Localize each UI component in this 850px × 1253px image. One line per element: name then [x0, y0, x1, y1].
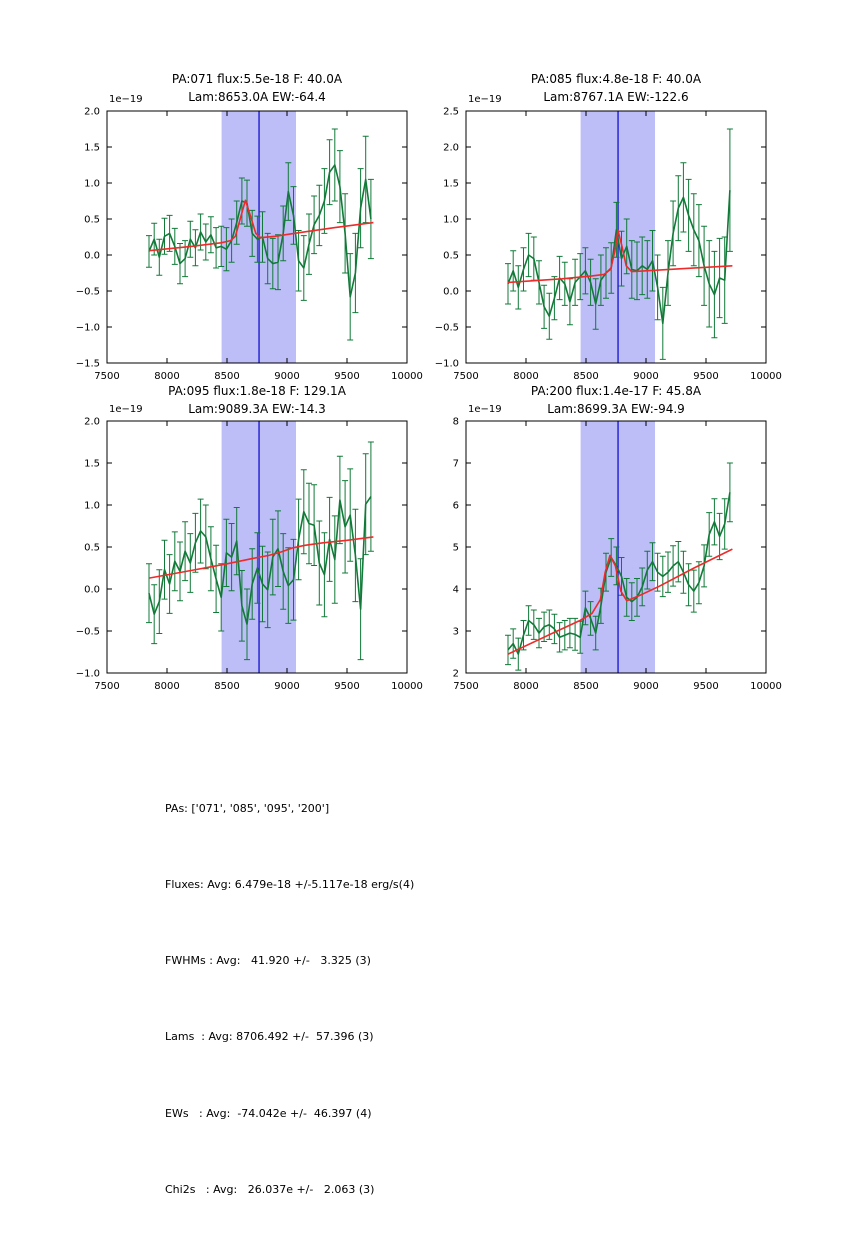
plot1-title — [107, 71, 407, 106]
y-tick-label: 0.5 — [84, 214, 100, 226]
summary-line-fwhms: FWHMs : Avg: 41.920 +/- 3.325 (3) — [165, 954, 371, 968]
spectrum-panel-4 — [453, 417, 782, 693]
x-tick-label: 8000 — [513, 371, 539, 382]
y-tick-label: 1.0 — [443, 214, 459, 226]
y-tick-label: −1.5 — [75, 358, 100, 370]
y-tick-label: 2.0 — [443, 142, 459, 154]
x-tick-label: 7500 — [453, 371, 479, 382]
x-tick-label: 9500 — [693, 681, 719, 692]
x-tick-label: 9500 — [334, 681, 360, 692]
plot4-title-line2: Lam:8699.3A EW:-94.9 — [547, 401, 685, 416]
x-tick-label: 9000 — [274, 371, 300, 382]
plot2-offset-label: 1e−19 — [468, 94, 502, 105]
plot2-title-line2: Lam:8767.1A EW:-122.6 — [543, 89, 689, 104]
y-tick-label: 2 — [452, 668, 459, 680]
y-tick-label: 1.5 — [84, 142, 100, 154]
y-tick-label: −0.5 — [434, 322, 459, 334]
y-tick-label: 0.0 — [84, 584, 100, 596]
y-tick-label: 0.5 — [84, 542, 100, 554]
y-tick-label: 0.0 — [443, 286, 459, 298]
y-tick-label: 7 — [452, 458, 459, 470]
spectrum-panel-1 — [76, 107, 423, 383]
y-tick-label: −1.0 — [75, 322, 100, 334]
x-tick-label: 8500 — [573, 681, 599, 692]
plot1-offset-label: 1e−19 — [109, 94, 143, 105]
plot3-offset-label: 1e−19 — [109, 404, 143, 415]
y-tick-label: 4 — [452, 584, 459, 596]
x-tick-label: 9000 — [274, 681, 300, 692]
plot2-title-line1: PA:085 flux:4.8e-18 F: 40.0A — [530, 72, 702, 86]
x-tick-label: 7500 — [94, 371, 120, 382]
y-tick-label: −0.5 — [75, 286, 100, 298]
summary-line-pas: PAs: ['071', '085', '095', '200'] — [165, 801, 330, 815]
spectrum-panel-3 — [76, 417, 423, 693]
summary-line-chi2s: Chi2s : Avg: 26.037e +/- 2.063 (3) — [165, 1182, 375, 1196]
spectrum-panel-2 — [435, 107, 782, 383]
x-tick-label: 8000 — [154, 681, 180, 692]
summary-line-ews: EWs : Avg: -74.042e +/- 46.397 (4) — [165, 1106, 372, 1120]
y-tick-label: 1.0 — [84, 178, 100, 190]
y-tick-label: 3 — [452, 626, 459, 638]
plot4-offset-label: 1e−19 — [468, 404, 502, 415]
x-tick-label: 8500 — [214, 681, 240, 692]
x-tick-label: 7500 — [453, 681, 479, 692]
y-tick-label: −1.0 — [434, 358, 459, 370]
summary-block — [165, 745, 414, 1253]
y-tick-label: 0.0 — [84, 250, 100, 262]
y-tick-label: 1.5 — [84, 458, 100, 470]
plot4-title — [466, 383, 766, 418]
summary-line-fluxes: Fluxes: Avg: 6.479e-18 +/-5.117e-18 erg/s(4) — [165, 878, 415, 892]
y-tick-label: 6 — [452, 500, 459, 512]
x-tick-label: 10000 — [391, 371, 423, 382]
y-tick-label: 8 — [452, 416, 459, 428]
x-tick-label: 8000 — [513, 681, 539, 692]
plot3-title-line1: PA:095 flux:1.8e-18 F: 129.1A — [168, 384, 346, 398]
x-tick-label: 9500 — [693, 371, 719, 382]
y-tick-label: 2.0 — [84, 416, 100, 428]
plot2-title — [466, 71, 766, 106]
x-tick-label: 10000 — [750, 681, 782, 692]
y-tick-label: 2.0 — [84, 106, 100, 118]
x-tick-label: 10000 — [750, 371, 782, 382]
x-tick-label: 8000 — [154, 371, 180, 382]
y-tick-label: 0.5 — [443, 250, 459, 262]
x-tick-label: 8500 — [214, 371, 240, 382]
y-tick-label: 2.5 — [443, 106, 459, 118]
y-tick-label: −1.0 — [75, 668, 100, 680]
x-tick-label: 7500 — [94, 681, 120, 692]
plot1-title-line2: Lam:8653.0A EW:-64.4 — [188, 89, 326, 104]
plot3-title — [107, 383, 407, 418]
plot1-title-line1: PA:071 flux:5.5e-18 F: 40.0A — [171, 72, 343, 86]
y-tick-label: 1.5 — [443, 178, 459, 190]
x-tick-label: 10000 — [391, 681, 423, 692]
x-tick-label: 9000 — [633, 371, 659, 382]
y-tick-label: 5 — [452, 542, 459, 554]
plot3-title-line2: Lam:9089.3A EW:-14.3 — [188, 401, 326, 416]
y-tick-label: 1.0 — [84, 500, 100, 512]
x-tick-label: 9500 — [334, 371, 360, 382]
x-tick-label: 8500 — [573, 371, 599, 382]
plot4-title-line1: PA:200 flux:1.4e-17 F: 45.8A — [530, 384, 702, 398]
x-tick-label: 9000 — [633, 681, 659, 692]
y-tick-label: −0.5 — [75, 626, 100, 638]
summary-line-lams: Lams : Avg: 8706.492 +/- 57.396 (3) — [165, 1030, 374, 1044]
